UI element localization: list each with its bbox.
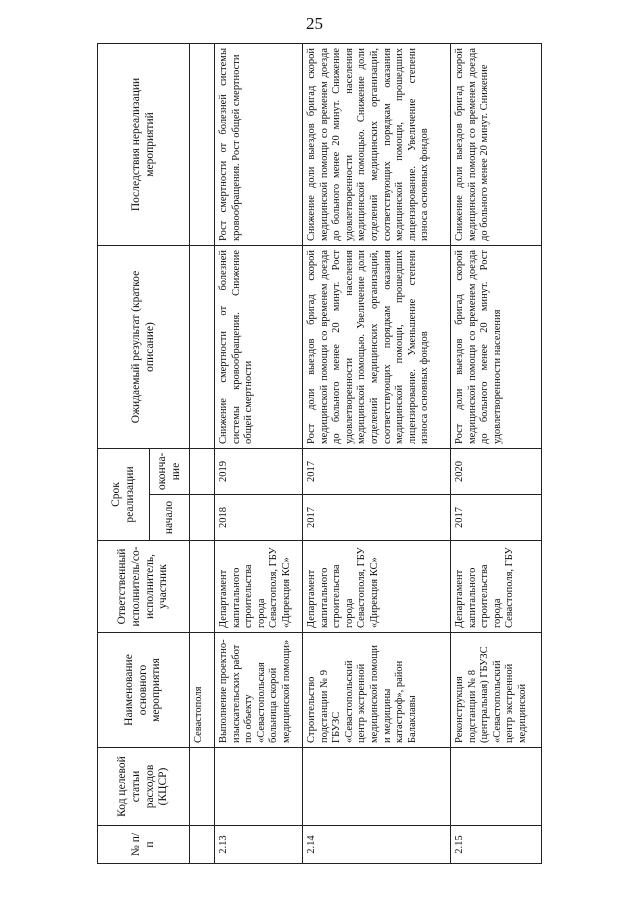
row-kcsr — [215, 748, 303, 826]
header-consequence: Последствия нереализации мероприятий — [98, 44, 190, 246]
section-label: Севастополя — [190, 633, 215, 748]
table-row — [215, 44, 303, 864]
header-name: Наименование основного мероприятия — [98, 633, 190, 748]
row-name: Строительство подстанции № 9 ГБУЗС «Севастопольский центр экстренной медицинской помощи и медицины катастроф», район Балаклавы — [303, 633, 451, 748]
header-end: оконча-ние — [150, 449, 190, 495]
row-responsible: Департамент капитального строительства города Севастополя, ГБУ «Дирекция КС» — [215, 541, 303, 633]
row-consequence: Рост смертности от болезней системы кровообращения. Рост общей смертности — [215, 44, 303, 246]
row-end: 2017 — [303, 449, 451, 495]
row-result: Снижение смертности от болезней системы кровообращения. Снижение общей смертности — [215, 246, 303, 449]
row-start: 2018 — [215, 495, 303, 541]
row-end: 2020 — [451, 449, 542, 495]
section-row — [190, 44, 215, 864]
row-end: 2019 — [215, 449, 303, 495]
rotated-table-container — [97, 44, 542, 864]
measures-table — [97, 43, 542, 864]
row-start: 2017 — [303, 495, 451, 541]
row-consequence: Снижение доли выездов бригад скорой медицинской помощи со временем доезда до больного менее 20 минут. Снижение — [451, 44, 542, 246]
row-start: 2017 — [451, 495, 542, 541]
header-kcsr: Код целевой статьи расходов (КЦСР) — [98, 748, 190, 826]
row-kcsr — [303, 748, 451, 826]
header-num: № п/п — [98, 826, 190, 864]
header-responsible: Ответственный исполнитель/со-исполнитель, участник — [98, 541, 190, 633]
header-result: Ожидаемый результат (краткое описание) — [98, 246, 190, 449]
header-term: Срок реализации — [98, 449, 150, 541]
row-num: 2.15 — [451, 826, 542, 864]
row-responsible: Департамент капитального строительства города Севастополя, ГБУ — [451, 541, 542, 633]
row-result: Рост доли выездов бригад скорой медицинской помощи со временем доезда до больного менее 20 минут. Рост удовлетворенности населения медицинской помощью. Увеличение доли отделений медицинских организаций, соответствующих порядкам оказания медицинской помощи, прошедших лицензирование. Уменьшение степени износа основных фондов — [303, 246, 451, 449]
row-consequence: Снижение доли выездов бригад скорой медицинской помощи со временем доезда до больного менее 20 минут. Снижение удовлетворенности населения медицинской помощью. Снижение доли отделений медицинских организаций, соответствующих порядкам оказания медицинской помощи, прошедших лицензирование. Увеличение степени износа основных фондов — [303, 44, 451, 246]
page-number: 25 — [306, 14, 323, 33]
row-name: Реконструкция подстанции № 8 (центральная) ГБУЗС «Севастопольский центр экстренной медицинской — [451, 633, 542, 748]
row-name: Выполнение проектно-изыскательских работ по объекту «Севастопольская больница скорой медицинской помощи» — [215, 633, 303, 748]
row-kcsr — [451, 748, 542, 826]
row-responsible: Департамент капитального строительства города Севастополя, ГБУ «Дирекция КС» — [303, 541, 451, 633]
header-row — [98, 44, 150, 864]
row-num: 2.14 — [303, 826, 451, 864]
table-row — [303, 44, 451, 864]
header-start: начало — [150, 495, 190, 541]
row-result: Рост доли выездов бригад скорой медицинской помощи со временем доезда до больного менее 20 минут. Рост удовлетворенности населения — [451, 246, 542, 449]
table-row — [451, 44, 542, 864]
row-num: 2.13 — [215, 826, 303, 864]
